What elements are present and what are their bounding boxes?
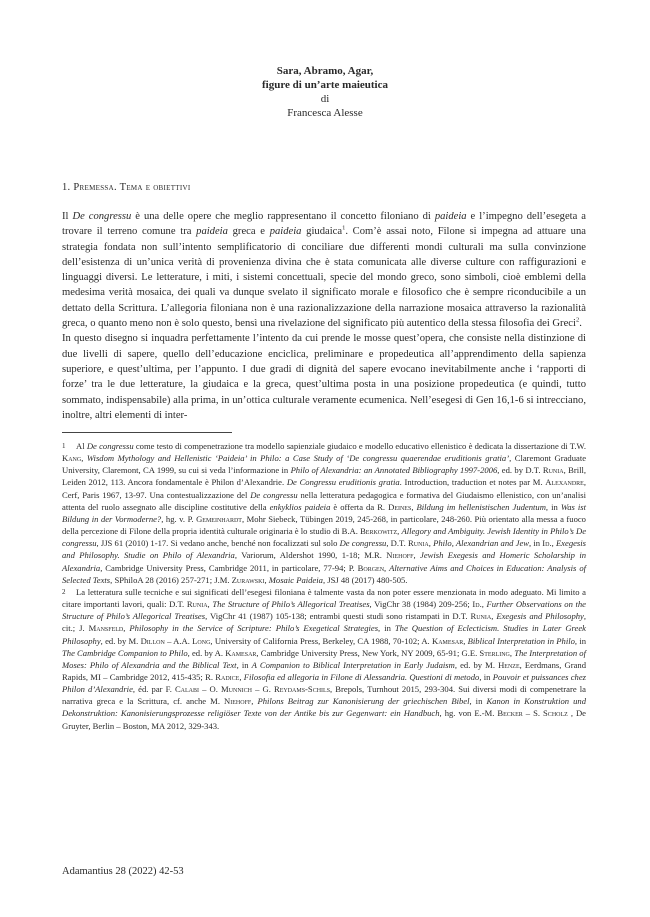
- text-run: paideia: [434, 211, 467, 222]
- author-name: Calabi: [174, 684, 200, 695]
- text-run: , Cerf, Paris 1967, 13-97. Una contestualizzazione del: [62, 477, 586, 500]
- author-name: Gemeinhardt: [196, 513, 242, 524]
- text-run: Kanon in Konstruktion und Dekonstruktion: Kanonisierungsprozesse religiöser Texte von der Antike bis zur Gegenwart: ein Handbuch: [62, 696, 586, 719]
- article-header: [0, 64, 650, 120]
- text-run: Mosaic Paideia: [268, 574, 323, 585]
- text-run: – S.: [522, 708, 544, 719]
- author-name: Niehoff: [224, 696, 252, 707]
- text-run: Philons Beitrag zur Kanonisierung der griechischen Bibel: [257, 696, 470, 707]
- footnote-ref-2[interactable]: 2: [575, 316, 580, 324]
- footnote-ref-1[interactable]: 1: [342, 224, 346, 232]
- text-run: , in: [479, 671, 493, 682]
- text-run: e l’impegno dell’esegeta a trovare il terreno comune tra: [62, 211, 586, 238]
- text-run: ,: [551, 538, 556, 549]
- text-run: , D.T.: [386, 538, 408, 549]
- article-title-line-1: Sara, Abramo, Agar,: [276, 65, 374, 77]
- text-run: , cit.; J.: [62, 611, 587, 634]
- text-run: , éd. par F.: [132, 684, 175, 695]
- author-name: Id.: [542, 538, 552, 549]
- text-run: , JSJ 48 (2017) 480-505.: [322, 574, 408, 585]
- text-run: , hg. v. P.: [161, 513, 197, 524]
- text-run: Jewish Exegesis and Homeric Scholarship in Alexandria: [62, 550, 587, 573]
- text-run: ,: [413, 550, 420, 561]
- author-name: Zurawski: [231, 574, 265, 585]
- text-run: paideia: [196, 226, 228, 238]
- text-run: Biblical Interpretation in Philo: [467, 635, 575, 646]
- author-name: Sterling: [479, 647, 510, 658]
- text-run: The Structure of Philo’s Allegorical Treatises: [212, 599, 370, 610]
- author-name: Long: [192, 635, 211, 646]
- text-run: De congressu: [86, 441, 134, 451]
- text-run: come testo di compenetrazione tra modello sapienziale giudaico e modello educativo ellenistico è dedicata la dissertazione di T.W.: [133, 441, 586, 451]
- text-run: , Cambridge University Press, Cambridge 2011, in particolare, 77-94; P.: [100, 562, 358, 573]
- text-run: , in: [378, 623, 395, 634]
- text-run: Bildung im hellenistischen Judentum: [416, 501, 546, 512]
- text-run: Il: [62, 211, 73, 222]
- text-run: Exegesis and Philosophy: [496, 611, 584, 622]
- text-run: Philosophy in the Service of Scripture: Philo’s Exegetical Strategies: [129, 623, 379, 634]
- section-number: 1.: [62, 182, 71, 193]
- text-run: ,: [491, 611, 497, 622]
- text-run: , in: [469, 696, 487, 707]
- text-run: , Variorum, Aldershot 1990, 1-18; M.R.: [234, 550, 387, 561]
- text-run: De congressu: [339, 538, 387, 549]
- text-run: , Brill, Leiden 2012, 113. Ancora fondamentale è Philon d’Alexandrie.: [62, 465, 587, 488]
- byline-di: di: [320, 93, 330, 105]
- text-run: ,: [397, 526, 402, 537]
- text-run: – O.: [199, 684, 222, 695]
- text-run: , JJS 61 (2010) 1-17. Si vedano anche, benché non focalizzati sul solo: [96, 538, 340, 549]
- text-run: , in: [545, 501, 561, 512]
- text-run: , Claremont Graduate University, Claremont, CA 1999, su cui si veda l’informazione in: [62, 453, 587, 476]
- text-run: The Interpretation of Moses: Philo of Alexandria and the Biblical Text: [62, 647, 586, 670]
- text-run: Wisdom Mythology and Hellenistic ‘Paideia’ in Philo: a Case Study of ‘De congressu quaerendae eruditionis gratia’: [86, 453, 510, 464]
- text-run: Al: [76, 441, 87, 451]
- text-run: La letteratura sulle tecniche e sui significati dell’esegesi filoniana è talmente vasta da non poter essere menzionata in modo adeguato. Mi limito a citare importanti lavori, quali: D.T.: [62, 586, 586, 610]
- text-run: ,: [264, 574, 269, 585]
- author-name: Id.: [472, 599, 482, 610]
- text-run: – A.A.: [164, 635, 193, 646]
- author-name: Runia: [470, 611, 492, 622]
- footnote-number: 1: [62, 442, 66, 450]
- text-run: Was ist Bildung in der Vormoderne?: [62, 501, 587, 524]
- text-run: ,: [463, 635, 468, 646]
- text-run: ,: [428, 538, 434, 549]
- footnotes: [62, 440, 586, 732]
- text-run: , Brepols, Turnhout 2015, 293-304. Sui diversi modi di compenetrare la narrativa greca e la Scrittura, cf. anche M.: [62, 684, 586, 707]
- author-name: Borgen: [357, 562, 385, 573]
- text-run: A Companion to Biblical Interpretation in Early Judaism: [251, 659, 455, 670]
- text-run: ,: [251, 696, 258, 707]
- author-name: Niehoff: [386, 550, 414, 561]
- text-run: , University of California Press, Berkeley, CA 1988, 70-102; A.: [210, 635, 432, 646]
- text-run: Allegory and Ambiguity. Jewish Identity in Philo’s De congressu: [62, 526, 587, 549]
- text-run: paideia: [269, 226, 302, 238]
- text-run: The Cambridge Companion to Philo: [62, 647, 188, 658]
- text-run: Exegesis and Philosophy. Studie on Philo of Alexandria: [62, 538, 587, 561]
- text-run: , in: [236, 659, 252, 670]
- body-text: [62, 209, 586, 423]
- author-name: Francesca Alesse: [287, 107, 363, 119]
- text-run: , ed. by M.: [100, 635, 141, 646]
- paragraph-1: [62, 209, 586, 331]
- author-name: Kang: [62, 453, 82, 464]
- author-name: Runia: [408, 538, 429, 549]
- text-run: è una delle opere che meglio rappresentano il concetto filoniano di: [131, 211, 435, 222]
- text-run: , ed. by A.: [187, 647, 226, 658]
- footnote-number: 2: [62, 587, 66, 596]
- author-name: Berkowitz: [360, 526, 398, 537]
- journal-citation: Adamantius 28 (2022) 42-53: [62, 866, 184, 877]
- text-run: , ed. by M.: [454, 659, 499, 670]
- text-run: è offerta da R.: [330, 501, 389, 512]
- section-title: Premessa. Tema e obiettivi: [73, 182, 191, 193]
- text-run: , VigChr 38 (1984) 209-256;: [369, 599, 473, 610]
- text-run: , ed. by D.T.: [497, 465, 543, 476]
- paragraph-2: In questo disegno si inquadra perfettamente l’intento da cui prende le mosse quest’opera, che consiste nella distinzione di due livelli di sapere, quello dell’educazione enciclica, preliminare e propedeutica all’apprendimento della sapienza superiore, e quest’ultima, per l’appunto. I due gradi di dignità del sapere evocano inevitabilmente anche i ‘rapporti di forze’ tra le due letterature, la giudaica e la greca, quest’ultima posta in una posizione propedeutica (e quindi, tutto sommato, indispensabile) alla prima, in un’ottica culturale veramente ecumenica. Nell’esegesi di Gen 16,1-6 si intrecciano, inoltre, altri elementi di inter-: [62, 333, 586, 421]
- text-run: . Introduction, traduction et notes par M.: [399, 477, 546, 488]
- text-run: ,: [509, 647, 515, 658]
- text-run: Further Observations on the Structure of Philo’s Allegorical Treatises: [62, 599, 586, 622]
- text-run: giudaica: [301, 226, 343, 238]
- text-run: . Com’è assai noto, Filone si impegna ad attuare una strategia fondata non sull’intento semplificatorio di conciliare due differenti mondi culturali ma sulla convinzione dell’esistenza di un’unica verità di provenienza divina che è stata comunicata alle diverse culture con raffigurazioni e linguaggi diversi. Le letterature, i miti, i sistemi concettuali, specie del mondo greco, sono simboli, cioè emblemi della medesima verità mosaica, dei quali va dunque svelato il significato morale e filosofico che è sempre riconducibile a un dettato della Scrittura. L’allegoria filoniana non è una razionalizzazione della narrazione mosaica attraverso la razionalità greca, o quanto meno non è solo questo, bensì una rivelazione del significato più autentico della stessa filosofia dei Greci: [62, 226, 586, 330]
- text-run: greca e: [227, 226, 270, 238]
- article-title-line-2: figure di un’arte maieutica: [262, 79, 388, 91]
- author-name: Deines: [388, 501, 412, 512]
- text-run: , SPhiloA 28 (2016) 257-271; J.M.: [110, 574, 232, 585]
- text-run: De congressu: [72, 211, 132, 222]
- text-run: , Mohr Siebeck, Tübingen 2019, 245-268, in particolare, 248-260. Più orientato alla messa a fuoco della percezione di Filone della propria identità culturale originaria è lo studio di B.A.: [62, 513, 586, 537]
- text-run: .: [579, 318, 582, 330]
- author-name: Runia: [542, 465, 564, 476]
- text-run: Filosofia ed allegoria in Filone di Alessandria. Questioni di metodo: [243, 671, 480, 682]
- text-run: ,: [411, 501, 417, 512]
- text-run: , hg. von E.-M.: [439, 708, 498, 719]
- author-name: Alexandre: [545, 477, 584, 488]
- text-run: ,: [81, 453, 87, 464]
- text-run: Philo of Alexandria: an Annotated Bibliography 1997-2006: [290, 465, 498, 476]
- text-run: Alternative Aims and Choices in Education: Analysis of Selected Texts: [62, 562, 587, 585]
- text-run: , in: [529, 538, 543, 549]
- author-name: Mansfeld: [88, 623, 124, 634]
- text-run: ,: [123, 623, 130, 634]
- footnote-divider: [62, 432, 232, 433]
- text-run: , Eerdmans, Grand Rapids, MI – Cambridge 2012, 415-435; R.: [62, 659, 587, 682]
- text-run: enkyklios paideia: [269, 501, 331, 512]
- author-name: Dillon: [140, 635, 165, 646]
- text-run: , Cambridge University Press, New York, NY 2009, 65-91; G.E.: [256, 647, 480, 658]
- footnote-1: [62, 440, 586, 586]
- author-name: Becker: [497, 708, 523, 719]
- author-name: Radice: [215, 671, 240, 682]
- text-run: De congressu: [250, 489, 298, 500]
- text-run: nella letteratura pedagogica e formativa del Giudaismo ellenistico, con un’analisi attenta del ruolo assegnato alle discipline costitutive della: [62, 489, 587, 512]
- author-name: Munnich: [221, 684, 252, 695]
- text-run: , De Gruyter, Berlin – Boston, MA 2012, 329-343.: [62, 708, 586, 731]
- author-name: Reydams-Schils: [273, 684, 331, 695]
- text-run: Pouvoir et puissances chez Philon d’Alexandrie: [62, 671, 586, 695]
- author-name: Kamesar: [225, 647, 257, 658]
- text-run: The Question of Eclecticism. Studies in Later Greek Philosophy: [62, 623, 586, 646]
- text-run: Philo, Alexandrian and Jew: [433, 538, 530, 549]
- author-name: Henze: [498, 659, 520, 670]
- text-run: , in: [574, 635, 587, 646]
- text-run: ,: [207, 599, 213, 610]
- text-run: – G.: [252, 684, 274, 695]
- author-name: Runia: [186, 599, 208, 610]
- footnote-2: [62, 586, 586, 732]
- author-name: Scholz: [543, 708, 568, 719]
- section-heading: [62, 182, 191, 193]
- author-name: Kamesar: [431, 635, 464, 646]
- text-run: De Congressu eruditionis gratia: [286, 477, 400, 488]
- text-run: , VigChr 41 (1987) 105-138; entrambi questi studi sono ristampati in D.T.: [205, 611, 471, 622]
- text-run: ,: [239, 671, 244, 682]
- text-run: ,: [384, 562, 390, 573]
- text-run: ,: [481, 599, 487, 610]
